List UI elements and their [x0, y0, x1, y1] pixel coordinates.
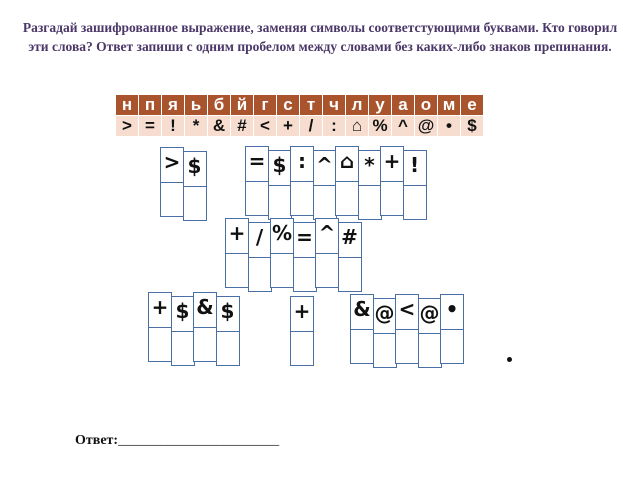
answer-cell[interactable]: [338, 222, 362, 292]
key-symbols-row: [116, 116, 484, 137]
cipher-symbol: !: [409, 153, 420, 177]
key-symbol: !: [162, 116, 185, 137]
word-group-row1-1: [160, 151, 207, 221]
answer-cell[interactable]: [380, 146, 404, 216]
cipher-symbol: /: [255, 225, 264, 249]
cipher-symbol: <: [398, 297, 416, 321]
key-symbol: %: [369, 116, 392, 137]
answer-cell[interactable]: [418, 298, 442, 368]
cipher-symbol: &: [353, 297, 371, 321]
key-symbol: •: [438, 116, 461, 137]
key-letter: у: [369, 95, 392, 116]
key-letter: ь: [185, 95, 208, 116]
key-symbol: @: [415, 116, 438, 137]
cipher-key-table: [116, 95, 484, 137]
word-group-row1-2: [245, 150, 427, 220]
cipher-symbol: •: [445, 297, 459, 321]
answer-cell[interactable]: [160, 147, 184, 217]
key-letter: с: [277, 95, 300, 116]
key-symbol: >: [116, 116, 139, 137]
answer-cell[interactable]: [290, 296, 314, 366]
word-group-row3-1: [148, 296, 240, 366]
answer-cell[interactable]: [293, 222, 317, 292]
key-letter: г: [254, 95, 277, 116]
key-letter: м: [438, 95, 461, 116]
cipher-symbol: :: [298, 149, 306, 173]
key-letter: о: [415, 95, 438, 116]
cipher-symbol: @: [374, 301, 395, 325]
key-symbol: <: [254, 116, 277, 137]
key-letter: я: [162, 95, 185, 116]
answer-cell[interactable]: [313, 150, 337, 220]
key-letter: л: [346, 95, 369, 116]
cipher-symbol: @: [419, 301, 440, 325]
cipher-symbol: =: [248, 149, 266, 173]
word-group-row3-3: [350, 298, 464, 368]
answer-cell[interactable]: [268, 150, 292, 220]
cipher-symbol: >: [163, 150, 181, 174]
answer-label: Ответ:: [75, 433, 119, 448]
cipher-symbol: #: [341, 225, 358, 249]
cipher-symbol: $: [187, 154, 202, 178]
key-symbol: /: [300, 116, 323, 137]
answer-cell[interactable]: [193, 292, 217, 362]
answer-cell[interactable]: [335, 146, 359, 216]
cipher-symbol: +: [383, 149, 401, 173]
key-letter: й: [231, 95, 254, 116]
key-letter: а: [392, 95, 415, 116]
answer-cell[interactable]: [148, 292, 172, 362]
answer-cell[interactable]: [290, 146, 314, 216]
cipher-symbol: ^: [318, 221, 336, 245]
key-symbol: ^: [392, 116, 415, 137]
key-symbol: *: [185, 116, 208, 137]
answer-cell[interactable]: [216, 296, 240, 366]
key-letter: н: [116, 95, 139, 116]
answer-cell[interactable]: [373, 298, 397, 368]
key-symbol: =: [139, 116, 162, 137]
key-letters-row: [116, 95, 484, 116]
cipher-symbol: +: [228, 221, 246, 245]
key-letter: п: [139, 95, 162, 116]
answer-cell[interactable]: [358, 150, 382, 220]
answer-cell[interactable]: [350, 294, 374, 364]
key-symbol: +: [277, 116, 300, 137]
cipher-symbol: $: [272, 153, 287, 177]
cipher-symbol: =: [296, 225, 313, 249]
key-symbol: :: [323, 116, 346, 137]
answer-line[interactable]: _______________________: [118, 433, 280, 448]
key-letter: б: [208, 95, 231, 116]
answer-cell[interactable]: [403, 150, 427, 220]
key-letter: е: [461, 95, 484, 116]
cipher-symbol: +: [293, 299, 311, 323]
answer-cell[interactable]: [171, 296, 195, 366]
answer-cell[interactable]: [225, 218, 249, 288]
cipher-symbol: *: [364, 153, 375, 177]
answer-cell[interactable]: [395, 294, 419, 364]
cipher-symbol: +: [151, 295, 169, 319]
key-letter: ч: [323, 95, 346, 116]
word-group-row3-2: [290, 300, 314, 370]
word-group-row2-1: [225, 222, 362, 292]
answer-cell[interactable]: [248, 222, 272, 292]
cipher-symbol: ⌂: [339, 149, 355, 173]
answer-cell[interactable]: [315, 218, 339, 288]
answer-cell[interactable]: [245, 146, 269, 216]
key-symbol: &: [208, 116, 231, 137]
answer-section: [75, 433, 279, 449]
cipher-symbol: %: [271, 221, 293, 245]
cipher-symbol: &: [196, 295, 214, 319]
answer-cell[interactable]: [183, 151, 207, 221]
key-symbol: $: [461, 116, 484, 137]
key-symbol: #: [231, 116, 254, 137]
cipher-symbol: $: [220, 299, 235, 323]
cipher-symbol: ^: [316, 153, 333, 177]
key-letter: т: [300, 95, 323, 116]
cipher-symbol: $: [175, 299, 190, 323]
answer-cell[interactable]: [440, 294, 464, 364]
instruction-text: Разгадай зашифрованное выражение, заменяя символы соответстующими буквами. Кто говорил эти слова? Ответ запиши с одним пробелом между словами без каких-либо знаков препинания.: [22, 20, 618, 54]
answer-cell[interactable]: [270, 218, 294, 288]
key-symbol: ⌂: [346, 116, 369, 137]
end-period-dot: [507, 357, 512, 362]
